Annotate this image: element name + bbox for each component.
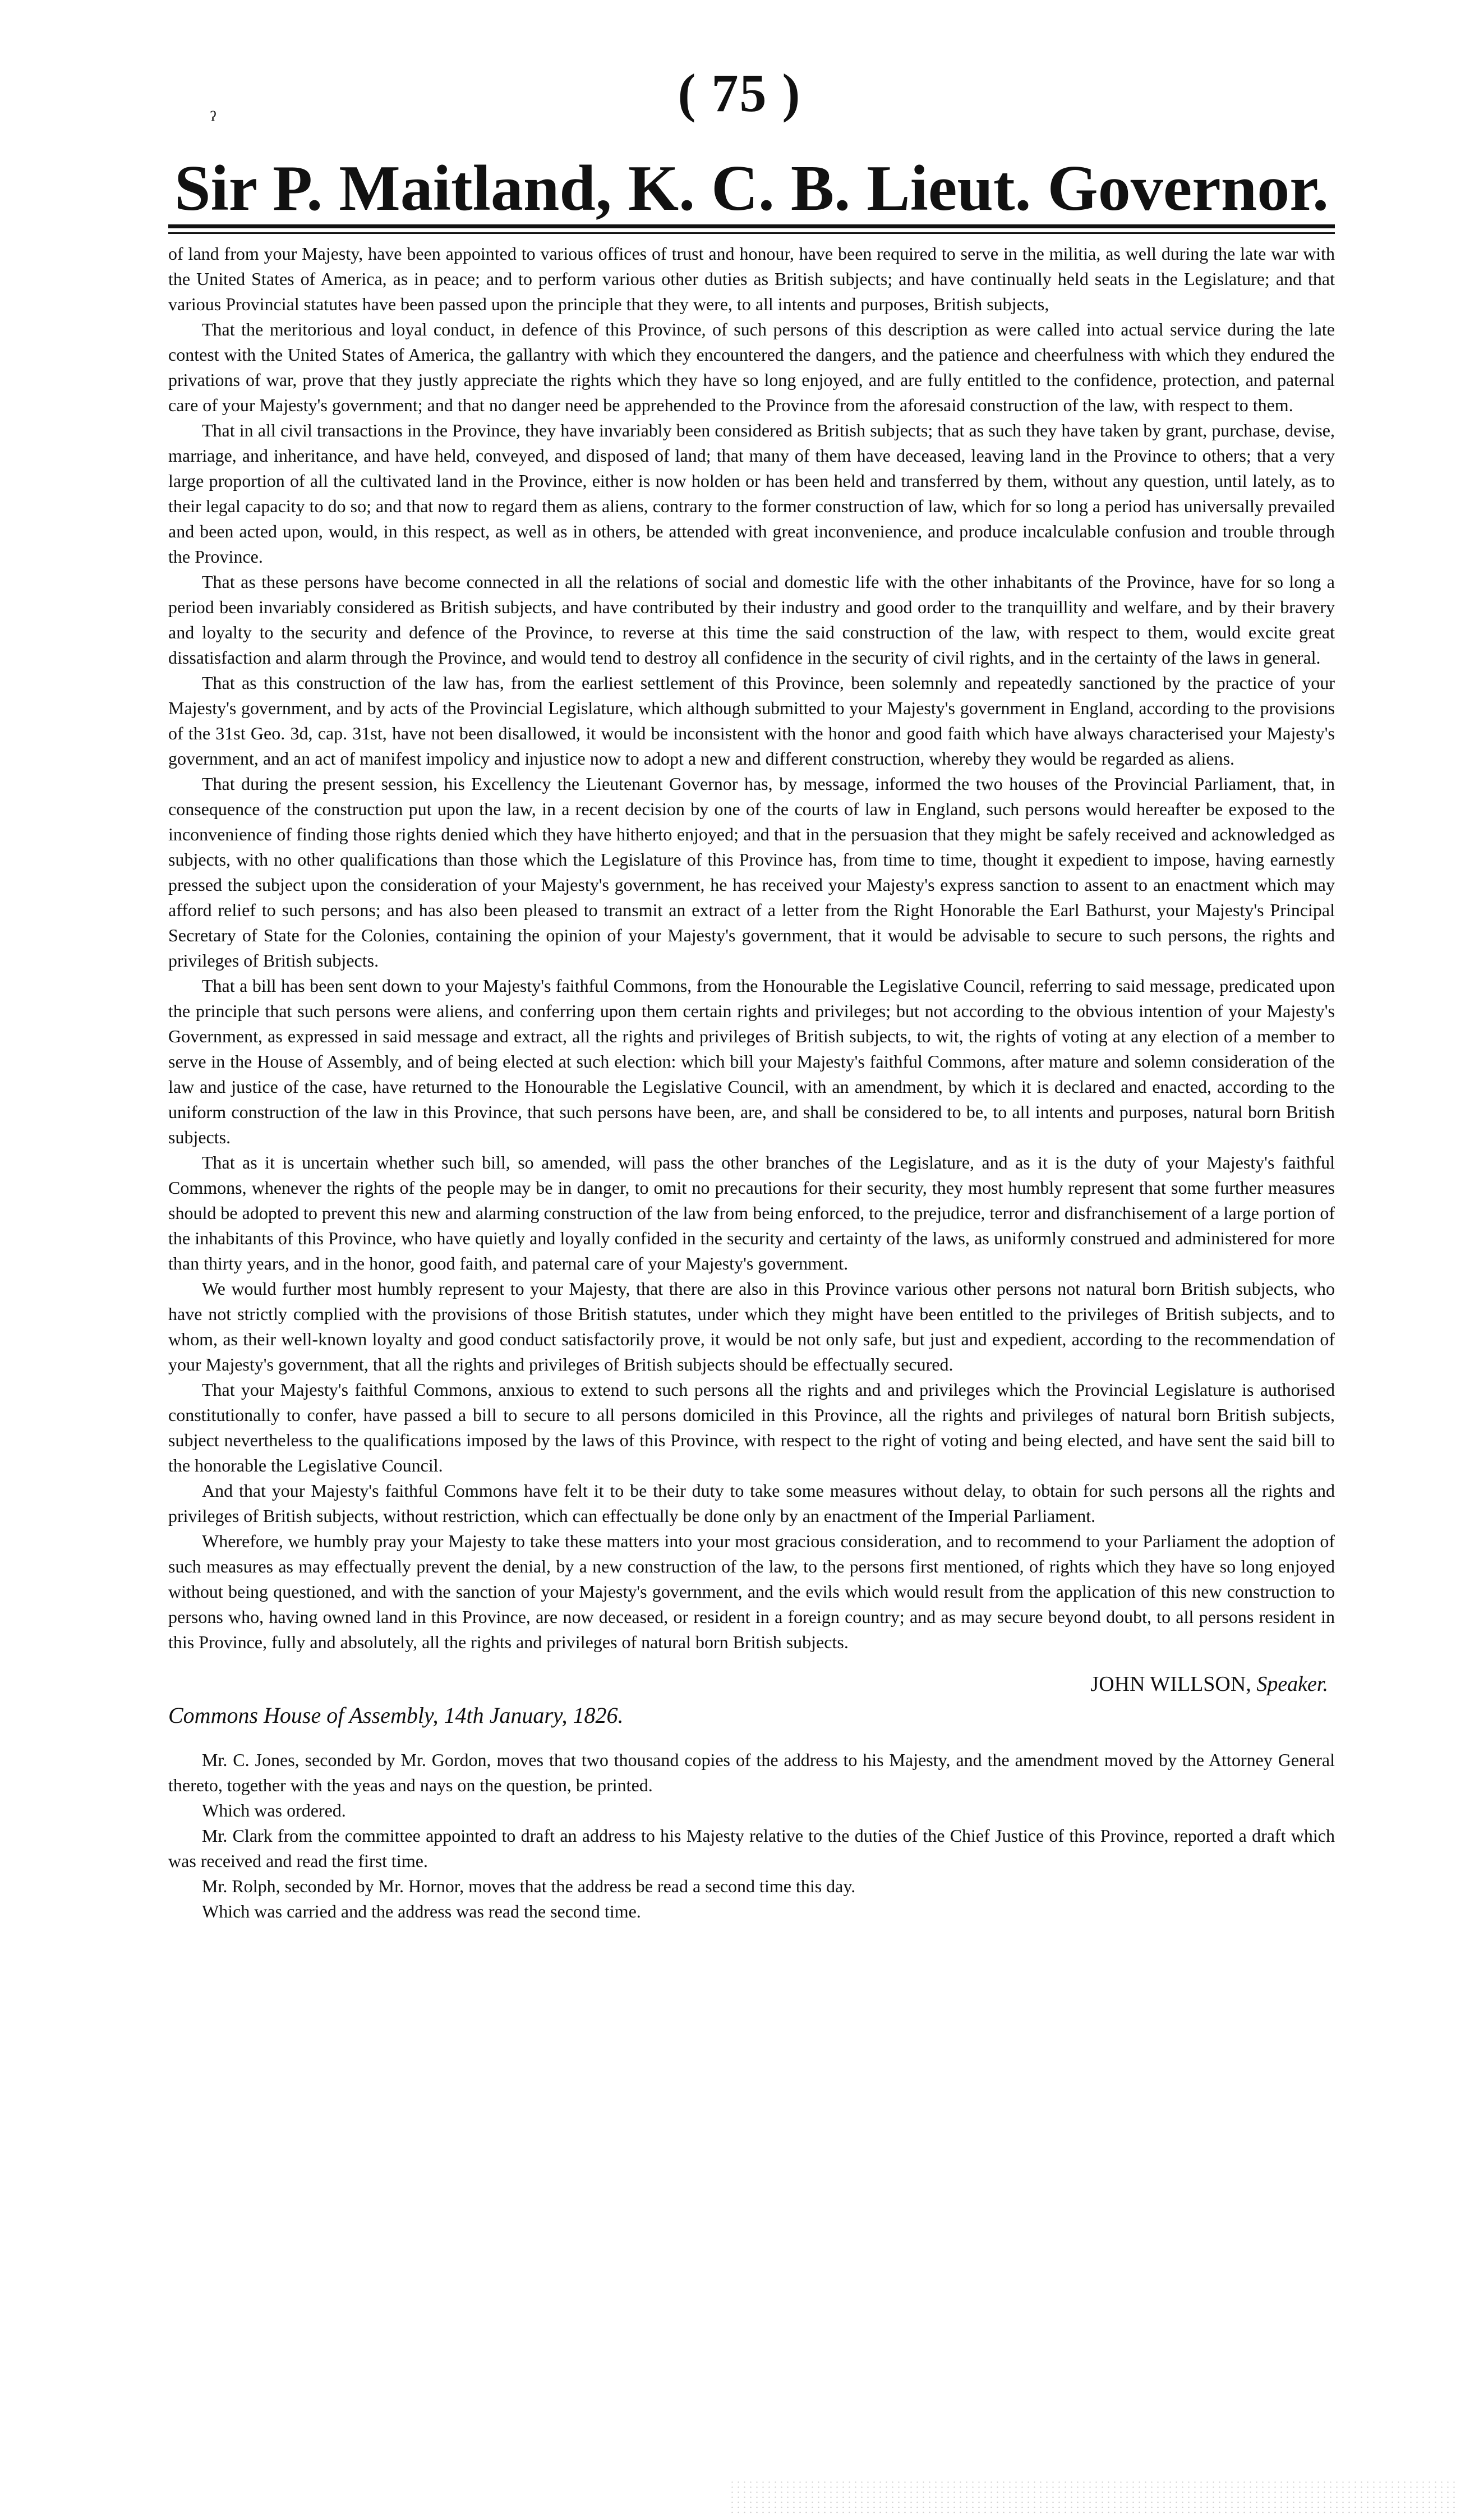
header-rule-thick — [168, 224, 1335, 228]
page-number: ( 75 ) — [678, 63, 801, 123]
signature-block — [168, 1672, 1335, 1733]
minute-entry: Mr. C. Jones, seconded by Mr. Gordon, moves that two thousand copies of the address to his Majesty, and the amendment moved by the Attorney General thereto, together with the yeas and nays on the question, be printed. — [168, 1750, 1335, 1795]
paragraph: That during the present session, his Excellency the Lieutenant Governor has, by message, informed the two houses of the Provincial Parliament, that, in consequence of the construction put upon the law, in a recent decision by one of the courts of law in England, such persons would hereafter be exposed to the inconvenience of finding those rights denied which they have hitherto enjoyed; and that in the persuasion that they might be safely received and acknowledged as subjects, with no other qualifications than those which the Legislature of this Province has, from time to time, thought it expedient to impose, having earnestly pressed the subject upon the consideration of your Majesty's government, he has received your Majesty's express sanction to assent to an enactment which may afford relief to such persons; and has also been pleased to transmit an extract of a letter from the Right Honorable the Earl Bathurst, your Majesty's Principal Secretary of State for the Colonies, containing the opinion of your Majesty's government, that it would be advisable to secure to such persons, the rights and privileges of British subjects. — [168, 774, 1335, 971]
paragraph: That a bill has been sent down to your Majesty's faithful Commons, from the Honourable the Legislative Council, referring to said message, predicated upon the principle that such persons were aliens, and conferring upon them certain rights and privileges; but not according to the obvious intention of your Majesty's Government, as expressed in said message and extract, all the rights and privileges of British subjects, to wit, the rights of voting at any election of a member to serve in the House of Assembly, and of being elected at such election: which bill your Majesty's faithful Commons, after mature and solemn consideration of the law and justice of the case, have returned to the Honourable the Legislative Council, with an amendment, by which it is declared and enacted, according to the uniform construction of the law in this Province, that such persons have been, are, and shall be considered to be, to all intents and purposes, natural born British subjects. — [168, 976, 1335, 1147]
running-head: Sir P. Maitland, K. C. B. Lieut. Governor. — [174, 153, 1329, 224]
paragraph: That your Majesty's faithful Commons, anxious to extend to such persons all the rights and and privileges which the Provincial Legislature is authorised constitutionally to confer, have passed a bill to secure to all persons domiciled in this Province, all the rights and privileges of natural born British subjects, subject nevertheless to the qualifications imposed by the laws of this Province, with respect to the right of voting and being elected, and have sent the said bill to the honorable the Legislative Council. — [168, 1379, 1335, 1475]
address-body — [168, 241, 1335, 1924]
paragraph: Wherefore, we humbly pray your Majesty to take these matters into your most gracious consideration, and to recommend to your Parliament the adoption of such measures as may effectually prevent the denial, by a new construction of the law, to the persons first mentioned, of rights which they have so long enjoyed without being questioned, and with the sanction of your Majesty's government, and the evils which would result from the application of this new construction to persons who, having owned land in this Province, are now deceased, or resident in a foreign country; and as may secure beyond doubt, to all persons resident in this Province, fully and absolutely, all the rights and privileges of natural born British subjects. — [168, 1531, 1335, 1652]
minute-entry: Mr. Clark from the committee appointed to draft an address to his Majesty relative to the duties of the Chief Justice of this Province, reported a draft which was received and read the first time. — [168, 1825, 1335, 1871]
minute-entry: Which was ordered. — [202, 1800, 346, 1820]
speaker-signature — [1090, 1672, 1328, 1697]
proceedings-minutes — [168, 1748, 1335, 1924]
stray-mark: ˀ — [210, 107, 216, 133]
paragraph: of land from your Majesty, have been appointed to various offices of trust and honour, have been required to serve in the militia, as well during the late war with the United States of America, as in peace; and to perform various other duties as British subjects; and have continually held seats in the Legislature; and that various Provincial statutes have been passed upon the principle that they were, to all intents and purposes, British subjects, — [168, 243, 1335, 314]
speaker-name: JOHN WILLSON, — [1090, 1672, 1251, 1696]
paragraph: That the meritorious and loyal conduct, in defence of this Province, of such persons of this description as were called into actual service during the late contest with the United States of America, the gallantry with which they encountered the dangers, and the patience and cheerfulness with which they endured the privations of war, prove that they justly appreciate the rights which they have so long enjoyed, and are fully entitled to the confidence, protection, and paternal care of your Majesty's government; and that no danger need be apprehended to the Province from the aforesaid construction of the law, with respect to them. — [168, 319, 1335, 415]
paragraph: That as it is uncertain whether such bill, so amended, will pass the other branches of the Legislature, and as it is the duty of your Majesty's faithful Commons, whenever the rights of the people may be in danger, to omit no precautions for their security, they most humbly represent that some further measures should be adopted to prevent this new and alarming construction of the law from being enforced, to the prejudice, terror and disfranchisement of a large portion of the inhabitants of this Province, who have quietly and loyally confided in the security and certainty of the laws, as uniformly construed and administered for more than thirty years, and in the honor, good faith, and paternal care of your Majesty's government. — [168, 1152, 1335, 1273]
speaker-role: Speaker. — [1256, 1672, 1328, 1696]
paragraph: And that your Majesty's faithful Commons have felt it to be their duty to take some measures without delay, to obtain for such persons all the rights and privileges of British subjects, without restriction, which can effectually be done only by an enactment of the Imperial Parliament. — [168, 1480, 1335, 1526]
print-speckle-decoration — [729, 2480, 1458, 2513]
minute-entry: Mr. Rolph, seconded by Mr. Hornor, moves that the address be read a second time this day. — [202, 1876, 856, 1896]
paragraph: That as this construction of the law has, from the earliest settlement of this Province, been solemnly and repeatedly sanctioned by the practice of your Majesty's government, and by acts of the Provincial Legislature, which although submitted to your Majesty's government in England, according to the provisions of the 31st Geo. 3d, cap. 31st, have not been disallowed, it would be inconsistent with the honor and good faith which have always characterised your Majesty's government, and an act of manifest impolicy and injustice now to adopt a new and different construction, whereby they would be regarded as aliens. — [168, 673, 1335, 769]
header-rule-thin — [168, 232, 1335, 234]
paragraph: We would further most humbly represent to your Majesty, that there are also in this Province various other persons not natural born British subjects, who have not strictly complied with the provisions of those British statutes, under which they might have been entitled to the privileges of British subjects, and to whom, as their well-known loyalty and good conduct satisfactorily prove, it would be not only safe, but just and expedient, according to the recommendation of your Majesty's government, that all the rights and privileges of British subjects should be effectually secured. — [168, 1279, 1335, 1374]
paragraph: That as these persons have become connected in all the relations of social and domestic life with the other inhabitants of the Province, have for so long a period been invariably considered as British subjects, and have contributed by their industry and good order to the tranquillity and welfare, and by their bravery and loyalty to the security and defence of the Province, to reverse at this time the said construction of the law, with respect to them, would excite great dissatisfaction and alarm through the Province, and would tend to destroy all confidence in the security of civil rights, and in the certainty of the laws in general. — [168, 572, 1335, 668]
paragraph: That in all civil transactions in the Province, they have invariably been considered as British subjects; that as such they have taken by grant, purchase, devise, marriage, and inheritance, and have held, conveyed, and disposed of land; that many of them have deceased, leaving land in the Province to others; that a very large proportion of all the cultivated land in the Province, either is now holden or has been held and transferred by them, without any question, until lately, as to their legal capacity to do so; and that now to regard them as aliens, contrary to the former construction of law, which for so long a period has universally prevailed and been acted upon, would, in this respect, as well as in others, be attended with great inconvenience, and produce incalculable confusion and trouble through the Province. — [168, 420, 1335, 567]
minute-entry: Which was carried and the address was read the second time. — [202, 1901, 641, 1921]
dateline: Commons House of Assembly, 14th January, 1826. — [168, 1703, 624, 1728]
